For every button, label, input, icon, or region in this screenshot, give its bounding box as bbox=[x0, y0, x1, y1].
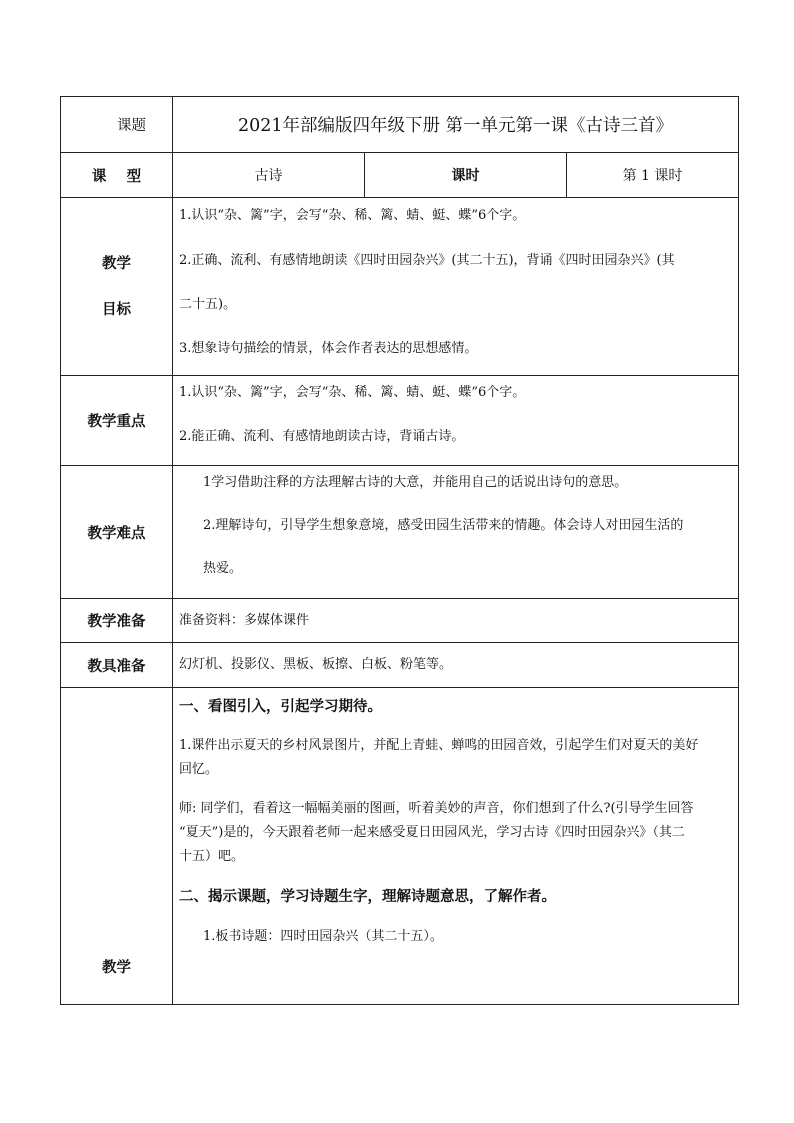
key-points-label-text: 教学重点 bbox=[87, 414, 146, 430]
goals-label-line1: 教学 bbox=[102, 255, 131, 272]
process-label-text: 教学 bbox=[102, 960, 131, 976]
key-points-row bbox=[61, 376, 739, 466]
title-row bbox=[61, 97, 739, 153]
process-p1-line2: 回忆。 bbox=[179, 762, 219, 777]
preparation-label bbox=[61, 599, 173, 643]
goal-item-2: 2.正确、流利、有感情地朗读《四时田园杂兴》(其二十五)，背诵《四时田园杂兴》(其 bbox=[179, 253, 675, 268]
type-value-text: 古诗 bbox=[254, 168, 283, 184]
process-heading-2: 二、揭示课题，学习诗题生字，理解诗题意思，了解作者。 bbox=[179, 889, 556, 905]
key-point-2: 2.能正确、流利、有感情地朗读古诗，背诵古诗。 bbox=[179, 429, 465, 444]
period-value bbox=[567, 153, 739, 198]
process-row bbox=[61, 688, 739, 1005]
process-p3: 1.板书诗题：四时田园杂兴（其二十五）。 bbox=[203, 929, 443, 944]
preparation-row bbox=[61, 599, 739, 643]
preparation-content bbox=[173, 599, 739, 643]
difficulties-label bbox=[61, 466, 173, 599]
process-p1-line1: 1.课件出示夏天的乡村风景图片，并配上青蛙、蝉鸣的田园音效，引起学生们对夏天的美好 bbox=[179, 738, 699, 753]
title-label-text: 课题 bbox=[117, 118, 146, 134]
process-content bbox=[173, 688, 739, 1005]
tools-label-text: 教具准备 bbox=[87, 658, 146, 675]
process-heading-1: 一、看图引入，引起学习期待。 bbox=[179, 699, 382, 715]
tools-row bbox=[61, 643, 739, 688]
lesson-title-text: 2021年部编版四年级下册 第一单元第一课《古诗三首》 bbox=[237, 116, 674, 136]
difficulties-content bbox=[173, 466, 739, 599]
period-label bbox=[365, 153, 567, 198]
type-label bbox=[61, 153, 173, 198]
title-label bbox=[61, 97, 173, 153]
preparation-text: 准备资料：多媒体课件 bbox=[179, 612, 310, 628]
goals-label-line2: 目标 bbox=[102, 301, 131, 318]
process-p2-line1: 师: 同学们，看着这一幅幅美丽的图画，听着美妙的声音，你们想到了什么?(引导学生回答 bbox=[179, 801, 694, 816]
lesson-plan-table bbox=[60, 96, 739, 1005]
period-value-text: 第 1 课时 bbox=[622, 168, 683, 184]
process-p2-line3: 十五）吧。 bbox=[179, 849, 245, 864]
process-label bbox=[61, 688, 173, 1005]
lesson-title bbox=[173, 97, 739, 153]
difficulty-2: 2.理解诗句，引导学生想象意境，感受田园生活带来的情趣。体会诗人对田园生活的 bbox=[203, 518, 684, 533]
difficulties-label-text: 教学难点 bbox=[87, 525, 146, 542]
key-points-content bbox=[173, 376, 739, 466]
difficulty-1: 1学习借助注释的方法理解古诗的大意，并能用自己的话说出诗句的意思。 bbox=[203, 475, 628, 490]
key-point-1: 1.认识“杂、篱”字，会写“杂、稀、篱、蜻、蜓、蝶”6个字。 bbox=[179, 385, 526, 400]
goals-row bbox=[61, 198, 739, 376]
tools-text: 幻灯机、投影仪、黑板、板擦、白板、粉笔等。 bbox=[179, 657, 453, 672]
goal-item-2-cont: 二十五)。 bbox=[179, 297, 237, 312]
period-label-text: 课时 bbox=[451, 168, 480, 184]
process-p2-line2: “夏天”)是的，今天跟着老师一起来感受夏日田园风光，学习古诗《四时田园杂兴》（其二 bbox=[179, 825, 685, 840]
goal-item-3: 3.想象诗句描绘的情景，体会作者表达的思想感情。 bbox=[179, 341, 478, 356]
preparation-label-text: 教学准备 bbox=[87, 614, 146, 630]
difficulties-row bbox=[61, 466, 739, 599]
tools-content bbox=[173, 643, 739, 688]
goal-item-1: 1.认识“杂、篱”字，会写“杂、稀、篱、蜻、蜓、蝶”6个字。 bbox=[179, 208, 526, 223]
type-value bbox=[173, 153, 365, 198]
difficulty-2-cont: 热爱。 bbox=[203, 561, 243, 576]
goals-content bbox=[173, 198, 739, 376]
type-row bbox=[61, 153, 739, 198]
goals-label bbox=[61, 198, 173, 376]
type-label-text: 课 型 bbox=[91, 168, 142, 185]
key-points-label bbox=[61, 376, 173, 466]
tools-label bbox=[61, 643, 173, 688]
